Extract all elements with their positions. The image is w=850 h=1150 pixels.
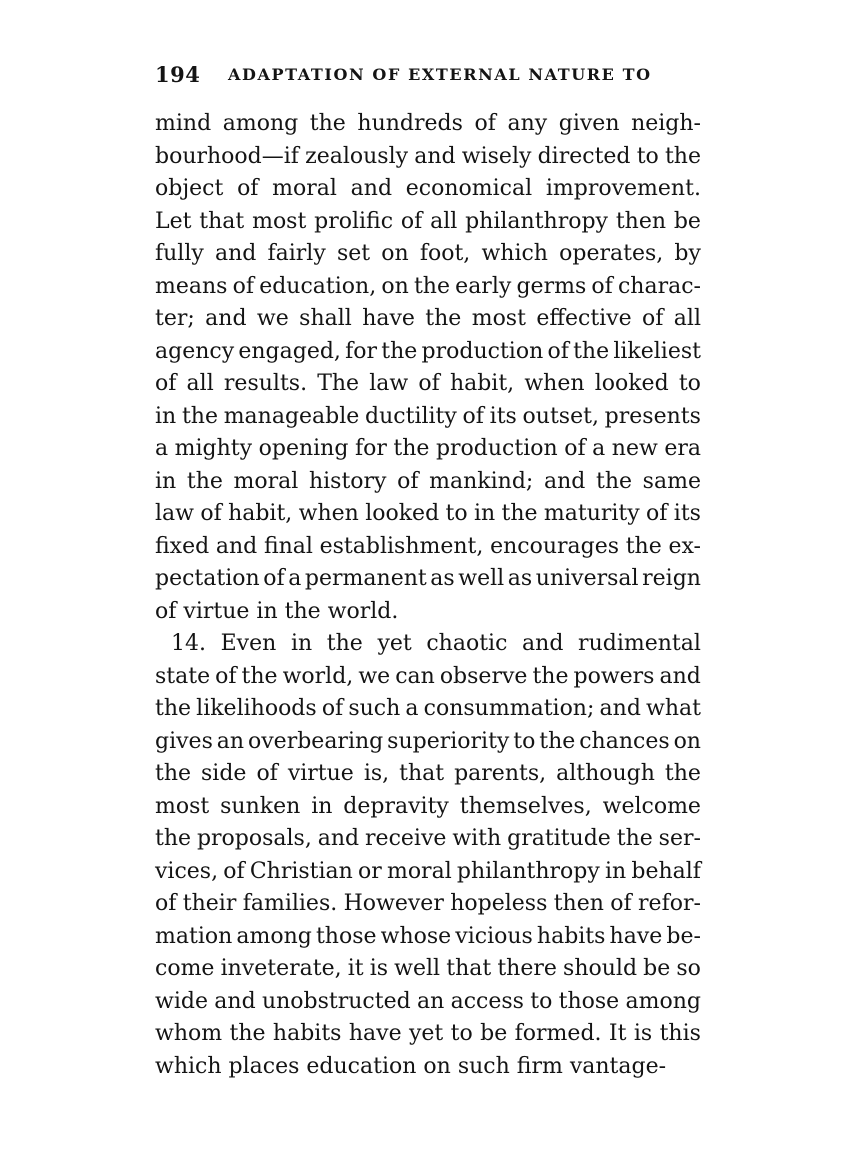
word: its	[673, 501, 701, 526]
text-line	[155, 791, 701, 824]
word: inveterate,	[220, 956, 342, 981]
text-line	[155, 141, 701, 174]
word: and	[543, 468, 586, 494]
word: pectation	[155, 566, 260, 591]
text-line	[155, 628, 701, 661]
word: for	[354, 436, 387, 461]
word: habit,	[228, 501, 293, 526]
word: charac-	[617, 273, 701, 299]
word: of	[256, 761, 278, 786]
word: an	[417, 988, 445, 1014]
word: reign	[642, 566, 701, 591]
word: improvement.	[545, 176, 701, 201]
word: we	[358, 663, 391, 689]
word: come	[155, 956, 215, 981]
word: chances	[579, 728, 670, 754]
word: ductility	[365, 403, 457, 429]
word: However	[343, 891, 444, 916]
word: philanthropy	[456, 858, 600, 884]
text-line	[155, 661, 701, 694]
word: an	[216, 728, 245, 754]
word: powers	[573, 663, 655, 689]
word: of	[564, 436, 586, 461]
word: presents	[604, 403, 701, 429]
word: to	[445, 501, 468, 526]
word: hopeless	[450, 891, 548, 916]
word: Let	[155, 208, 192, 234]
word: of	[646, 501, 668, 526]
word: of	[418, 371, 440, 396]
word: the	[241, 663, 278, 689]
word: the	[229, 1021, 266, 1046]
word: the	[393, 436, 430, 461]
word: parents,	[454, 761, 547, 786]
word: of	[237, 176, 259, 201]
text-line	[155, 303, 701, 336]
word: whose	[380, 923, 452, 949]
word: permanent	[304, 566, 427, 591]
word: overbearing	[248, 728, 384, 754]
word: the	[186, 468, 223, 494]
word: habits	[272, 1021, 342, 1046]
word: then	[553, 891, 604, 916]
word: be-	[666, 923, 701, 949]
word: most	[252, 208, 307, 234]
word: by	[674, 241, 701, 266]
word: and	[205, 306, 247, 331]
word: and	[317, 826, 360, 851]
word: likelihoods	[196, 696, 317, 721]
word: 14.	[171, 631, 206, 656]
word: side	[201, 761, 247, 786]
word: to	[678, 371, 701, 396]
word: refor-	[638, 891, 701, 916]
word: outset,	[522, 403, 599, 429]
word: education,	[259, 273, 377, 299]
word: final	[263, 533, 313, 559]
text-line	[155, 986, 701, 1019]
word: among	[222, 111, 299, 136]
word: means	[155, 273, 228, 299]
word: on	[381, 241, 409, 266]
word: such	[348, 696, 401, 721]
word: the	[425, 306, 462, 331]
word: their	[182, 891, 237, 916]
text-line	[155, 921, 701, 954]
text-line	[155, 368, 701, 401]
word: early	[455, 273, 512, 299]
word: its	[489, 403, 517, 429]
word: chaotic	[426, 631, 508, 656]
text-line	[155, 726, 701, 759]
word: the	[596, 468, 633, 494]
word: opening	[258, 436, 349, 461]
word: zealously	[305, 143, 409, 169]
text-line	[155, 108, 701, 141]
word: establishment,	[319, 533, 484, 559]
word: firm	[516, 1053, 563, 1079]
word: education	[306, 1053, 417, 1079]
word: most	[155, 793, 210, 819]
word: production	[421, 338, 544, 364]
word: law	[155, 501, 194, 526]
word: be	[643, 956, 671, 981]
word: as	[430, 566, 455, 591]
word: likeliest	[613, 338, 701, 364]
word: for	[345, 338, 378, 364]
word: habits	[536, 923, 606, 949]
word: a	[155, 436, 169, 461]
word: virtue	[183, 598, 250, 624]
text-line	[155, 271, 701, 304]
word: is	[633, 1021, 653, 1046]
text-line	[155, 1051, 701, 1084]
word: Even	[220, 631, 277, 656]
word: of	[232, 273, 255, 299]
word: although	[556, 761, 655, 786]
word: and	[522, 631, 564, 656]
word: yet	[377, 631, 412, 656]
word: of	[610, 891, 632, 916]
word: the	[532, 663, 569, 689]
body-text	[155, 108, 701, 1083]
word: agency	[155, 338, 235, 364]
word: foot,	[419, 241, 471, 266]
word: then	[615, 208, 667, 234]
word: in	[290, 631, 313, 656]
word: all	[430, 208, 458, 234]
word: the	[539, 728, 576, 754]
word: most	[471, 306, 526, 331]
word: production	[435, 436, 558, 461]
word: moral	[233, 468, 299, 494]
word: fully	[155, 241, 204, 266]
word: the	[625, 533, 662, 559]
word: shall	[299, 306, 352, 331]
word: those	[558, 988, 620, 1014]
word: to	[530, 988, 553, 1014]
text-line	[155, 888, 701, 921]
word: same	[642, 468, 701, 494]
word: access	[450, 988, 524, 1014]
word: receive	[365, 826, 447, 851]
word: among	[625, 988, 701, 1014]
text-line	[155, 531, 701, 564]
word: the	[181, 403, 218, 429]
word: a	[405, 696, 419, 721]
text-line	[155, 466, 701, 499]
word: to	[513, 728, 536, 754]
word: mind	[155, 111, 212, 136]
word: set	[336, 241, 371, 266]
word: world.	[327, 598, 399, 624]
word: be	[480, 1021, 508, 1046]
text-line	[155, 1018, 701, 1051]
word: in	[311, 793, 333, 819]
word: the	[616, 826, 653, 851]
word: gratitude	[507, 826, 611, 851]
word: in	[473, 501, 496, 526]
word: the	[326, 631, 363, 656]
word: yet	[408, 1021, 444, 1046]
word: that	[199, 208, 245, 234]
word: have	[362, 306, 415, 331]
word: to	[450, 1021, 473, 1046]
word: themselves,	[459, 793, 592, 819]
word: formed.	[514, 1021, 602, 1046]
word: rudimental	[578, 631, 701, 656]
word: and	[350, 176, 393, 201]
word: among	[236, 923, 312, 949]
word: of	[223, 858, 245, 884]
word: in	[155, 468, 177, 494]
word: universal	[535, 566, 639, 591]
word: any	[507, 111, 548, 136]
word: a	[592, 436, 606, 461]
word: of	[155, 598, 177, 624]
word: which	[481, 241, 548, 266]
text-line	[155, 823, 701, 856]
word: is	[369, 956, 389, 981]
text-line	[155, 433, 701, 466]
word: in	[256, 598, 278, 624]
word: superiority	[387, 728, 510, 754]
word: world,	[282, 663, 354, 689]
word: so	[676, 956, 701, 981]
word: economical	[405, 176, 533, 201]
word: of	[474, 111, 496, 136]
word: philanthropy	[465, 208, 608, 234]
word: the	[155, 696, 192, 721]
word: we	[256, 306, 289, 331]
word: a	[288, 566, 302, 591]
word: the	[664, 143, 701, 169]
word: state	[155, 663, 211, 689]
word: and	[214, 988, 256, 1014]
word: what	[646, 696, 701, 721]
word: on	[381, 273, 409, 299]
word: this	[659, 1021, 701, 1046]
word: welcome	[602, 793, 701, 819]
word: law	[369, 371, 409, 396]
text-line	[155, 238, 701, 271]
text-line	[155, 206, 701, 239]
word: and	[599, 696, 641, 721]
text-line	[155, 498, 701, 531]
word: all	[673, 306, 701, 331]
text-line	[155, 953, 701, 986]
word: or	[358, 858, 382, 884]
word: that	[446, 956, 492, 981]
text-line	[155, 401, 701, 434]
word: consummation;	[423, 696, 595, 721]
text-line	[155, 336, 701, 369]
word: encourages	[490, 533, 620, 559]
text-line	[155, 758, 701, 791]
word: vices,	[155, 858, 219, 884]
word: It	[608, 1021, 627, 1046]
text-line	[155, 596, 701, 629]
word: wide	[155, 988, 208, 1014]
text-line	[155, 693, 701, 726]
word: with	[452, 826, 502, 851]
word: of	[400, 208, 423, 234]
word: ter;	[155, 306, 195, 331]
word: habit,	[449, 371, 515, 396]
word: engaged,	[238, 338, 341, 364]
word: should	[563, 956, 638, 981]
running-title: ADAPTATION OF EXTERNAL NATURE TO	[228, 65, 652, 84]
word: fixed	[155, 533, 210, 559]
word: maturity	[543, 501, 640, 526]
word: of	[200, 501, 222, 526]
word: object	[155, 176, 224, 201]
word: virtue	[287, 761, 354, 786]
word: of	[642, 306, 664, 331]
word: of	[591, 273, 613, 299]
word: and	[414, 143, 456, 169]
word: observe	[439, 663, 528, 689]
word: the	[155, 826, 192, 851]
word: to	[636, 143, 659, 169]
word: proposals,	[196, 826, 312, 851]
word: unobstructed	[261, 988, 411, 1014]
word: manageable	[223, 403, 360, 429]
word: those	[315, 923, 377, 949]
word: in	[604, 858, 627, 884]
word: which	[155, 1053, 222, 1079]
word: fairly	[267, 241, 326, 266]
word: wisely	[461, 143, 532, 169]
word: mankind;	[429, 468, 534, 494]
running-head	[155, 62, 715, 88]
word: whom	[155, 1021, 223, 1046]
word: is,	[363, 761, 390, 786]
word: of	[215, 663, 237, 689]
word: results.	[223, 371, 308, 396]
word: looked	[365, 501, 440, 526]
word: of	[321, 696, 344, 721]
word: there	[497, 956, 557, 981]
word: the	[664, 761, 701, 786]
word: when	[524, 371, 585, 396]
word: of	[155, 371, 177, 396]
text-line	[155, 856, 701, 889]
word: well	[394, 956, 441, 981]
word: moral	[272, 176, 337, 201]
word: history	[308, 468, 387, 494]
word: new	[611, 436, 658, 461]
word: in	[155, 403, 177, 429]
word: of	[263, 566, 285, 591]
word: of	[462, 403, 484, 429]
word: it	[347, 956, 364, 981]
word: on	[423, 1053, 451, 1079]
word: effective	[536, 306, 632, 331]
word: the	[573, 338, 610, 364]
word: have	[348, 1021, 402, 1046]
word: gives	[155, 728, 213, 754]
word: when	[298, 501, 359, 526]
word: prolific	[314, 208, 394, 234]
word: hundreds	[357, 111, 463, 136]
word: that	[399, 761, 445, 786]
word: and	[215, 533, 258, 559]
word: all	[186, 371, 214, 396]
word: on	[673, 728, 701, 754]
word: the	[155, 761, 192, 786]
text-line	[155, 563, 701, 596]
word: the	[284, 598, 321, 624]
word: can	[395, 663, 435, 689]
word: vantage-	[569, 1053, 667, 1079]
word: The	[317, 371, 360, 396]
word: ex-	[668, 533, 701, 559]
word: as	[507, 566, 533, 591]
word: the	[413, 273, 450, 299]
word: mation	[155, 923, 233, 949]
word: given	[558, 111, 620, 136]
word: directed	[537, 143, 631, 169]
word: families.	[242, 891, 338, 916]
word: looked	[594, 371, 669, 396]
word: mighty	[174, 436, 253, 461]
word: places	[228, 1053, 300, 1079]
word: moral	[386, 858, 452, 884]
word: Christian	[249, 858, 353, 884]
word: behalf	[631, 858, 701, 884]
text-line	[155, 173, 701, 206]
word: germs	[516, 273, 587, 299]
page-number: 194	[155, 62, 201, 87]
word: ser-	[658, 826, 701, 851]
word: the	[501, 501, 538, 526]
word: depravity	[343, 793, 449, 819]
word: sunken	[220, 793, 301, 819]
word: vicious	[455, 923, 533, 949]
word: the	[309, 111, 346, 136]
word: have	[609, 923, 663, 949]
word: and	[659, 663, 701, 689]
word: such	[457, 1053, 510, 1079]
word: be	[673, 208, 701, 234]
word: of	[547, 338, 569, 364]
word: well	[458, 566, 505, 591]
word: of	[155, 891, 177, 916]
word: era	[664, 436, 701, 461]
word: of	[397, 468, 419, 494]
word: neigh-	[631, 111, 701, 136]
word: the	[381, 338, 418, 364]
word: and	[214, 241, 257, 266]
word: operates,	[559, 241, 664, 266]
word: bourhood—if	[155, 143, 299, 169]
